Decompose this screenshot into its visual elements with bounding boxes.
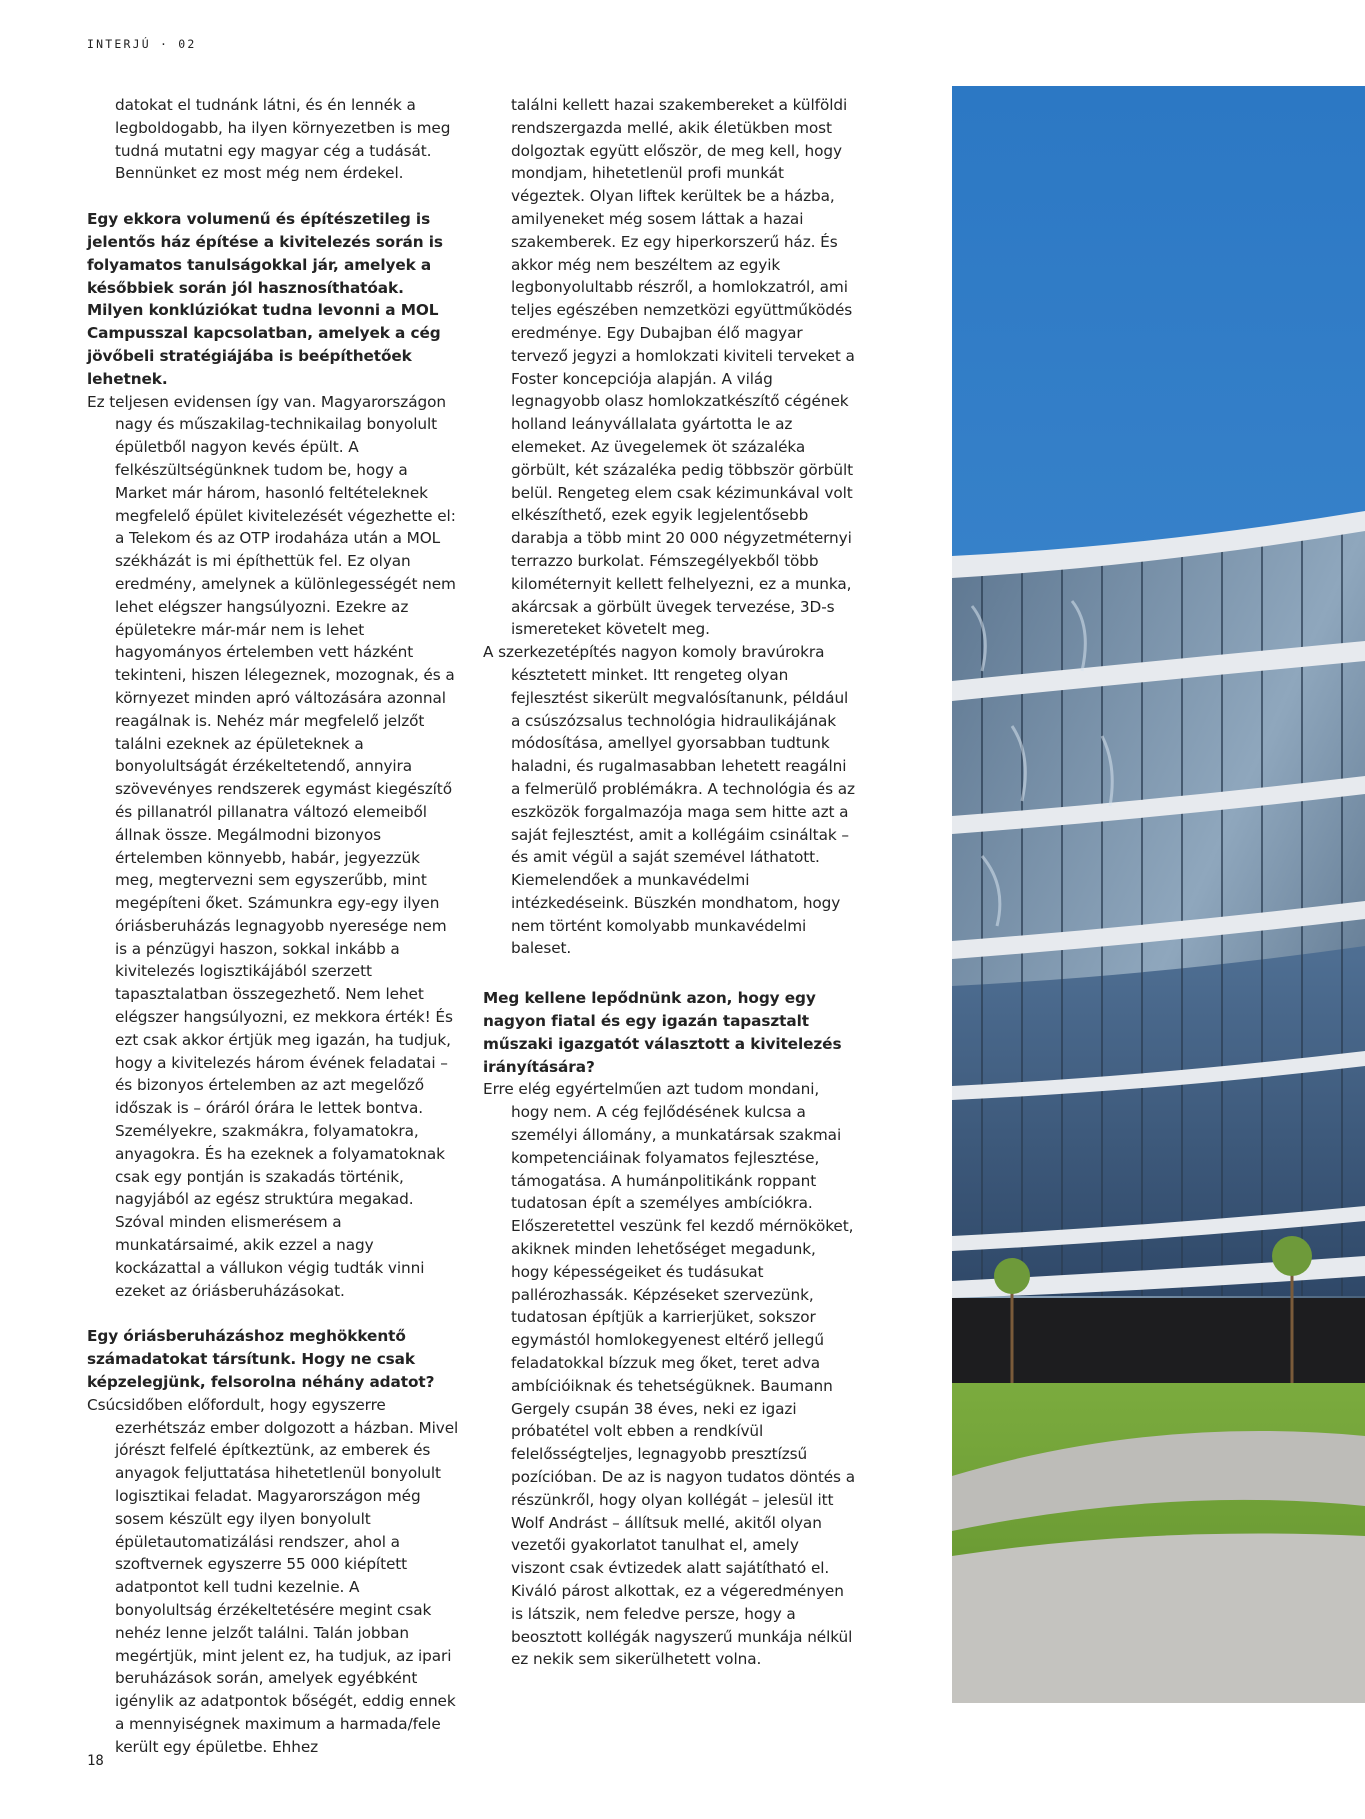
building-photo <box>952 86 1365 1703</box>
interview-question-1: Egy ekkora volumenű és építészetileg is jelentős ház építése a kivitelezés során is folyamatos tanulságokkal jár, amelyek a későbbiek során jól hasznosíthatóak. Milyen konklúziókat tudna levonni a MOL Campusszal kapcsolatban, amelyek a cég jövőbeli stratégiájába is beépíthetőek lehetnek. <box>87 210 443 388</box>
dark-ground-floor <box>952 1298 1365 1383</box>
interview-answer-1: Ez teljesen evidensen így van. Magyarországon nagy és műszakilag-technikailag bonyolult épületből nagyon kevés épült. A felkészültségünknek tudom be, hogy a Market már három, hasonló feltételeknek megfelelő épület kivitelezését végezhette el: a Telekom és az OTP irodaháza után a MOL székházát is mi építhettük fel. Ez olyan eredmény, amelynek a különlegességét nem lehet elégszer hangsúlyozni. Ezekre az épületekre már-már nem is lehet hagyományos értelemben vett házként tekinteni, hiszen lélegeznek, mozognak, és a környezet minden apró változására azonnal reagálnak is. Nehéz már megfelelő jelzőt találni ezeknek az épületeknek a bonyolultságát érzékeltetendő, annyira szövevényes rendszerek egymást kiegészítő és pillanatról pillanatra változó elemeiből állnak össze. Megálmodni bizonyos értelemben könnyebb, habár, jegyezzük meg, megtervezni sem egyszerűbb, mint megépíteni őket. Számunkra egy-egy ilyen óriásberuházás legnagyobb nyeresége nem is a pénzügyi haszon, sokkal inkább a kivitelezés logisztikájából szerzett tapasztalatban összegezhető. Nem lehet elégszer hangsúlyozni, ez mekkora érték! És ezt csak akkor értjük meg igazán, ha tudjuk, hogy a kivitelezés három évének feladatai – és bizonyos értelemben az azt megelőző időszak is – óráról órára le lettek bontva. Személyekre, szakmákra, folyamatokra, anyagokra. És ha ezeknek a folyamatoknak csak egy pontján is szakadás történik, nagyjából az egész struktúra megakad. Szóval minden elismerésem a munkatársaimé, akik ezzel a nagy kockázattal a vállukon végig tudták vinni ezeket az óriásberuházásokat. <box>87 392 456 1300</box>
answer-2-continuation: találni kellett hazai szakembereket a külföldi rendszergazda mellé, akik életükben most dolgoztak együtt először, de meg kell, hogy mondjam, hihetetlenül profi munkát végeztek. Olyan liftek kerültek be a házba, amilyeneket még sosem láttak a hazai szakemberek. Ez egy hiperkorszerű ház. És akkor még nem beszéltem az egyik legbonyolultabb részről, a homlokzatról, ami teljes egészében nemzetközi együttműködés eredménye. Egy Dubajban élő magyar tervező jegyzi a homlokzati kiviteli terveket a Foster koncepciója alapján. A világ legnagyobb olasz homlokzatkészítő cégének holland leányvállalata gyártotta le az elemeket. Az üvegelemek öt százaléka görbült, két százaléka pedig többször görbült belül. Rengeteg elem csak kézimunkával volt elkészíthető, ezek egyik legjelentősebb darabja a több mint 20 000 négyzetméternyi terrazzo burkolat. Fémszegélyekből több kilométernyit kellett felhelyezni, ez a munka, akárcsak a görbült üvegek tervezése, 3D-s ismereteket követelt meg. <box>511 96 855 639</box>
answer-2-continuation-paragraph: A szerkezetépítés nagyon komoly bravúrokra késztetett minket. Itt rengeteg olyan fejlesztést sikerült megvalósítanunk, például a csúszózsalus technológia hidraulikájának módosítása, amellyel gyorsabban tudtunk haladni, és rugalmasabban lehetett reagálni a felmerülő problémákra. A technológia és az eszközök forgalmazója maga sem hitte azt a saját fejlesztést, amit a kollégáim csináltak – és amit végül a saját szemével láthatott. Kiemelendőek a munkavédelmi intézkedéseink. Büszkén mondhatom, hogy nem történt komolyabb munkavédelmi baleset. <box>483 643 855 958</box>
interview-question-3: Meg kellene lepődnünk azon, hogy egy nagyon fiatal és egy igazán tapasztalt műszaki igazgatót választott a kivitelezés irányítására? <box>483 989 842 1076</box>
interview-question-2: Egy óriásberuházáshoz meghökkentő számadatokat társítunk. Hogy ne csak képzelegjünk, felsorolna néhány adatot? <box>87 1327 435 1392</box>
section-header: INTERJÚ · 02 <box>87 37 197 51</box>
page-number: 18 <box>87 1753 104 1769</box>
right-text-column <box>483 94 855 1671</box>
interview-answer-3: Erre elég egyértelműen azt tudom mondani, hogy nem. A cég fejlődésének kulcsa a személyi állomány, a munkatársak szakmai kompetenciáinak folyamatos fejlesztése, támogatása. A humánpolitikánk roppant tudatosan épít a személyes ambíciókra. Előszeretettel veszünk fel kezdő mérnököket, akiknek minden lehetőséget megadunk, hogy képességeiket és tudásukat pallérozhassák. Képzéseket szervezünk, tudatosan építjük a karrierjüket, sokszor egymástól homlokegyenest eltérő jellegű feladatokkal bízzuk meg őket, teret adva ambícióiknak és tehetségüknek. Baumann Gergely csupán 38 éves, neki ez igazi próbatétel volt ebben a rendkívül felelősségteljes, legnagyobb presztízsű pozícióban. De az is nagyon tudatos döntés a részünkről, hogy olyan kollégát – jelesül itt Wolf Andrást – állítsuk mellé, akitől olyan vezetői gyakorlatot tanulhat el, amely viszont csak évtizedek alatt sajátítható el. Kiváló párost alkottak, ez a végeredményen is látszik, nem feledve persze, hogy a beosztott kollégák nagyszerű munkája nélkül ez nekik sem sikerülhetett volna. <box>483 1080 855 1669</box>
interview-answer-2: Csúcsidőben előfordult, hogy egyszerre ezerhétszáz ember dolgozott a házban. Mivel jórészt felfelé építkeztünk, az emberek és anyagok feljuttatása hihetetlenül bonyolult logisztikai feladat. Magyarországon még sosem készült egy ilyen bonyolult épületautomatizálási rendszer, ahol a szoftvernek egyszerre 55 000 kiépített adatpontot kell tudni kezelnie. A bonyolultság érzékeltetésére megint csak nehéz lenne jelzőt találni. Talán jobban megértjük, mint jelent ez, ha tudjuk, az ipari beruházások során, amelyek egyébként igénylik az adatpontok bőségét, eddig ennek a mennyiségnek maximum a harmada/fele került egy épületbe. Ehhez <box>87 1395 459 1756</box>
left-text-column <box>87 94 459 1759</box>
paved-walkway <box>952 1534 1365 1704</box>
intro-paragraph: datokat el tudnánk látni, és én lennék a legboldogabb, ha ilyen környezetben is meg tudná mutatni egy magyar cég a tudását. Bennünket ez most még nem érdekel. <box>115 96 451 183</box>
building-facade-image <box>952 86 1365 1703</box>
